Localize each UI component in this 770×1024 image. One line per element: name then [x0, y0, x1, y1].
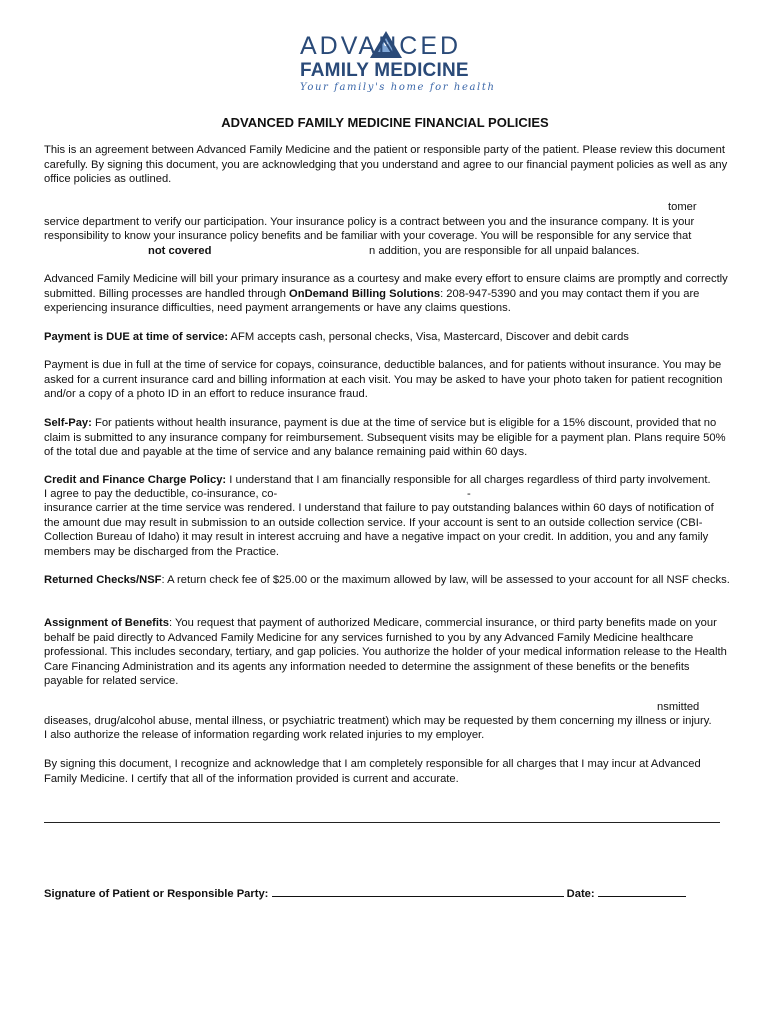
- logo: [296, 30, 496, 94]
- self-pay-paragraph: [44, 416, 730, 460]
- payment-due-paragraph: [44, 330, 730, 345]
- divider-line: [44, 822, 720, 823]
- logo-family-medicine: FAMILY MEDICINE: [300, 60, 469, 81]
- page-title: ADVANCED FAMILY MEDICINE FINANCIAL POLICIES: [221, 115, 549, 130]
- not-covered-text: not covered: [148, 245, 212, 257]
- payment-full-paragraph: Payment is due in full at the time of service for copays, coinsurance, deductible balances, and for patients without insurance. You may be asked for a current insurance card and billing information at each visit. You may be asked to have your photo taken for patient recognition and/or a copy of a photo ID in an effort to reduce insurance fraud.: [44, 359, 723, 401]
- intro-paragraph: This is an agreement between Advanced Family Medicine and the patient or responsible party of the patient. Please review this document carefully. By signing this document, you are acknowledging that you understand and agree to our financial payment policies as well as any office policies as outlined.: [44, 144, 728, 186]
- date-label: Date:: [566, 888, 595, 900]
- payment-due-label: Payment is DUE at time of service:: [44, 331, 229, 343]
- returned-label: Returned Checks/NSF: [44, 574, 162, 586]
- billing-text-after: : 208-947-5390 and you may contact them if you are experiencing insurance difficulties, need payment arrangements or have any claims questions.: [44, 287, 700, 315]
- self-pay-label: Self-Pay:: [44, 417, 92, 429]
- credit-line-2: I agree to pay the deductible, co-insurance, co-: [44, 488, 278, 500]
- billing-company: OnDemand Billing Solutions: [289, 287, 441, 300]
- returned-checks-paragraph: [44, 573, 730, 588]
- signature-line: [44, 886, 686, 900]
- closing-paragraph: By signing this document, I recognize and acknowledge that I am completely responsible for all charges that I may incur at Advanced Family Medicine. I certify that all of the information provided is current and accurate.: [44, 758, 701, 785]
- credit-dash: -: [467, 488, 471, 500]
- release-line-3: I also authorize the release of information regarding work related injuries to my employer.: [44, 729, 485, 741]
- credit-line-1: [44, 473, 711, 488]
- date-field[interactable]: [598, 886, 686, 897]
- logo-advanced: ADVANCED: [300, 32, 462, 60]
- payment-due-text: AFM accepts cash, personal checks, Visa, Mastercard, Discover and debit cards: [228, 331, 629, 343]
- insurance-fragment: tomer: [668, 201, 697, 213]
- signature-field[interactable]: [272, 886, 564, 897]
- insurance-tail: n addition, you are responsible for all unpaid balances.: [369, 245, 640, 257]
- release-line-2: diseases, drug/alcohol abuse, mental illness, or psychiatric treatment) which may be requested by them concerning my illness or injury.: [44, 715, 712, 727]
- signature-label: Signature of Patient or Responsible Party:: [44, 888, 269, 900]
- logo-tagline: Your family's home for health: [300, 82, 496, 93]
- insurance-line-2: service department to verify our participation. Your insurance policy is a contract between you and the insurance company. It is your: [44, 216, 695, 228]
- credit-paragraph-rest: insurance carrier at the time service was rendered. I understand that failure to pay outstanding balances within 60 days of notification of the amount due may result in submission to an outside collection service. If your account is sent to an outside collection service (CBI-Collection Bureau of Idaho) it may result in interest accruing and have a negative impact on your credit. In addition, you and any family members may be discharged from the Practice.: [44, 502, 714, 558]
- assignment-paragraph: [44, 616, 730, 689]
- returned-text: : A return check fee of $25.00 or the maximum allowed by law, will be assessed to your account for all NSF checks.: [161, 574, 730, 586]
- credit-text-1: I understand that I am financially responsible for all charges regardless of third party involvement.: [226, 474, 711, 486]
- billing-text-before: Advanced Family Medicine will bill your primary insurance as a courtesy and make every effort to ensure claims are promptly and correctly submitted. Billing processes are handled through: [44, 273, 728, 300]
- credit-label: Credit and Finance Charge Policy:: [44, 474, 227, 486]
- assignment-label: Assignment of Benefits: [44, 617, 169, 629]
- insurance-line-3: responsibility to know your insurance policy benefits and be familiar with your coverage. You will be responsible for any service that: [44, 230, 692, 242]
- self-pay-text: For patients without health insurance, payment is due at the time of service but is eligible for a 15% discount, provided that no claim is submitted to any insurance company for reimbursement. Subsequent visits may be eligible for a payment plan. Plans require 50% of the total due and payable at the time of service and any balance remaining paid within 60 days.: [44, 417, 726, 459]
- assignment-text: : You request that payment of authorized Medicare, commercial insurance, or third party benefits made on your behalf be paid directly to Advanced Family Medicine for any services furnished to you by any Advanced Family Medicine healthcare professional. This includes secondary, tertiary, and gap policies. You authorize the holder of your medical information release to the Health Care Financing Administration and its agents any information needed to determine the assignment of these benefits or the benefits payable for related service.: [44, 617, 727, 688]
- billing-paragraph: [44, 272, 730, 316]
- release-fragment: nsmitted: [657, 701, 700, 713]
